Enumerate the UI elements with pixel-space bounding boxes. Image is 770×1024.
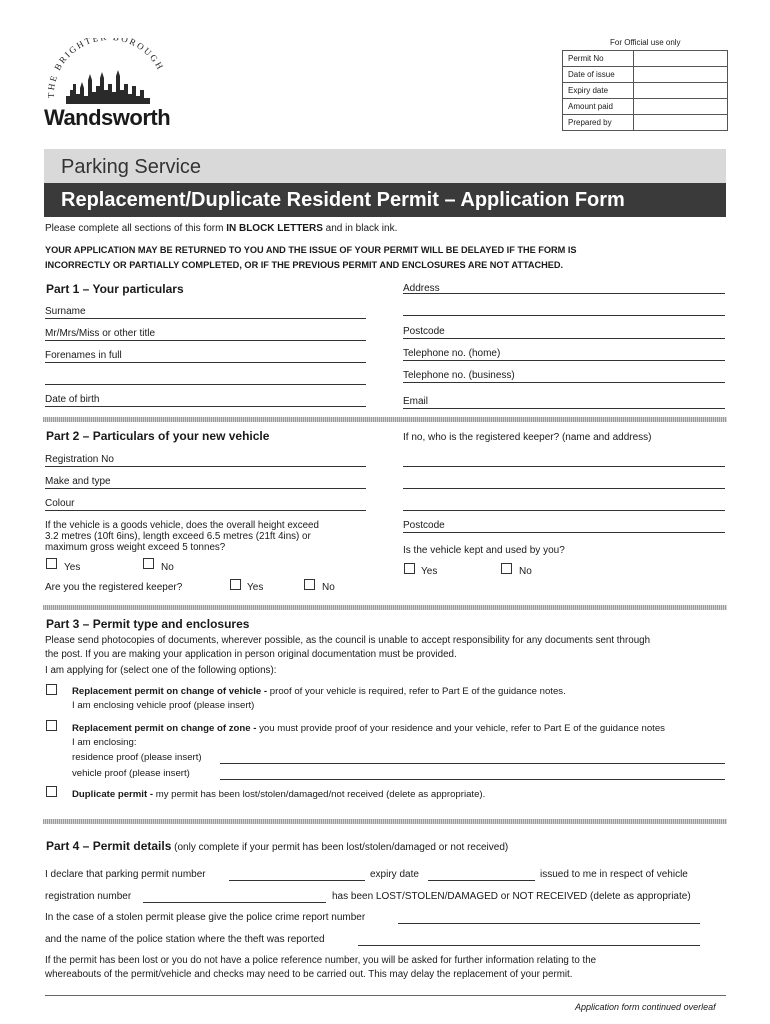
official-use-title: For Official use only: [610, 38, 681, 47]
goods-question-1: If the vehicle is a goods vehicle, does the overall height exceed: [45, 520, 319, 531]
part4-note-2: whereabouts of the permit/vehicle and checks may need to be carried out. This may delay the replacement of your permit.: [45, 969, 573, 980]
email-line[interactable]: [403, 408, 725, 409]
intro-text-a: Please complete all sections of this form: [45, 223, 227, 234]
postcode-line[interactable]: [403, 338, 725, 339]
part1-heading: Part 1 – Your particulars: [46, 282, 184, 296]
postcode-label: Postcode: [403, 326, 445, 337]
goods-yes-checkbox[interactable]: [46, 558, 57, 569]
forenames-label: Forenames in full: [45, 350, 122, 361]
official-row-value[interactable]: [634, 99, 728, 115]
official-row-label: Amount paid: [563, 99, 634, 115]
kept-used-question: Is the vehicle kept and used by you?: [403, 545, 565, 556]
address-label: Address: [403, 283, 440, 294]
issued-label: issued to me in respect of vehicle: [540, 869, 688, 880]
tel-business-line[interactable]: [403, 382, 725, 383]
forenames-line[interactable]: [45, 362, 366, 363]
keeper-yes-label: Yes: [247, 582, 264, 593]
regnum-label: registration number: [45, 891, 132, 902]
option-change-vehicle-bold: Replacement permit on change of vehicle -: [72, 686, 268, 697]
continued-overleaf: Application form continued overleaf: [575, 1002, 716, 1012]
expiry-date-line[interactable]: [428, 880, 535, 881]
option-duplicate-checkbox[interactable]: [46, 786, 57, 797]
keeper-address-line-3[interactable]: [403, 510, 725, 511]
part3-para-3: I am applying for (select one of the following options):: [45, 665, 277, 676]
goods-no-checkbox[interactable]: [143, 558, 154, 569]
official-row-label: Expiry date: [563, 83, 634, 99]
keeper-no-checkbox[interactable]: [304, 579, 315, 590]
option-duplicate-text: my permit has been lost/stolen/damaged/not received (delete as appropriate).: [153, 789, 486, 800]
warning-line-1: YOUR APPLICATION MAY BE RETURNED TO YOU AND THE ISSUE OF YOUR PERMIT WILL BE DELAYED IF THE FORM IS: [45, 245, 577, 255]
kept-no-label: No: [519, 566, 532, 577]
registration-label: Registration No: [45, 454, 114, 465]
keeper-address-line[interactable]: [403, 466, 725, 467]
declare-label: I declare that parking permit number: [45, 869, 206, 880]
option-change-zone-text: you must provide proof of your residence and your vehicle, refer to Part E of the guidance notes: [256, 723, 665, 734]
part3-heading: Part 3 – Permit type and enclosures: [46, 617, 250, 631]
official-row-label: Permit No: [563, 51, 634, 67]
part3-para-2: the post. If you are making your application in person original documentation must be provided.: [45, 649, 457, 660]
intro-text-c: and in black ink.: [322, 223, 398, 234]
logo-arc-text: THE BRIGHTE OROUGH: [45, 38, 166, 99]
official-use-table: [562, 50, 728, 131]
svg-text:THE BRIGHTER BOROUGH: [46, 38, 166, 98]
colour-label: Colour: [45, 498, 75, 509]
section-divider: [43, 417, 727, 422]
option-change-vehicle-checkbox[interactable]: [46, 684, 57, 695]
surname-label: Surname: [45, 306, 86, 317]
form-title: Replacement/Duplicate Resident Permit – Application Form: [61, 189, 625, 211]
keeper-no-label: No: [322, 582, 335, 593]
intro-instructions: [45, 223, 397, 235]
official-row-value[interactable]: [634, 115, 728, 131]
make-type-line[interactable]: [45, 488, 366, 489]
make-type-label: Make and type: [45, 476, 111, 487]
forenames-line-2[interactable]: [45, 384, 366, 385]
wandsworth-logo: [40, 38, 180, 130]
residence-proof-label: residence proof (please insert): [72, 752, 202, 763]
colour-line[interactable]: [45, 510, 366, 511]
kept-yes-checkbox[interactable]: [404, 563, 415, 574]
official-row-label: Prepared by: [563, 115, 634, 131]
goods-question-2: 3.2 metres (10ft 6ins), length exceed 6.5 metres (21ft 4ins) or: [45, 531, 311, 542]
police-station-label: and the name of the police station where the theft was reported: [45, 934, 325, 945]
tel-home-label: Telephone no. (home): [403, 348, 501, 359]
option-change-zone-label: [72, 723, 665, 735]
official-row-value[interactable]: [634, 83, 728, 99]
police-station-line[interactable]: [358, 945, 700, 946]
option-change-vehicle-label: [72, 686, 566, 698]
tel-home-line[interactable]: [403, 360, 725, 361]
option-change-zone-checkbox[interactable]: [46, 720, 57, 731]
official-row-value[interactable]: [634, 67, 728, 83]
crime-report-line[interactable]: [398, 923, 700, 924]
option-duplicate-label: [72, 789, 485, 801]
option-change-zone-enclosing: I am enclosing:: [72, 737, 137, 748]
goods-no-label: No: [161, 562, 174, 573]
kept-yes-label: Yes: [421, 566, 438, 577]
part4-note-1: If the permit has been lost or you do not have a police reference number, you will be asked for further information relating to the: [45, 955, 597, 966]
permit-number-line[interactable]: [229, 880, 365, 881]
keeper-if-no-label: If no, who is the registered keeper? (name and address): [403, 432, 652, 443]
section-divider: [43, 605, 727, 610]
keeper-address-line-2[interactable]: [403, 488, 725, 489]
keeper-yes-checkbox[interactable]: [230, 579, 241, 590]
tel-business-label: Telephone no. (business): [403, 370, 515, 381]
registration-line[interactable]: [45, 466, 366, 467]
dob-label: Date of birth: [45, 394, 100, 405]
lost-stolen-label: has been LOST/STOLEN/DAMAGED or NOT RECEIVED (delete as appropriate): [332, 891, 691, 902]
expiry-label: expiry date: [370, 869, 419, 880]
option-change-zone-bold: Replacement permit on change of zone -: [72, 723, 257, 734]
section-divider: [43, 819, 727, 824]
surname-line[interactable]: [45, 318, 366, 319]
vehicle-proof-line[interactable]: [220, 779, 725, 780]
footer-rule: [45, 995, 726, 996]
residence-proof-line[interactable]: [220, 763, 725, 764]
logo-wordmark: Wandsworth: [44, 105, 171, 130]
option-change-vehicle-enclosing: I am enclosing vehicle proof (please insert): [72, 700, 255, 711]
part3-para-1: Please send photocopies of documents, wherever possible, as the council is unable to accept responsibility for any documents sent through: [45, 635, 651, 646]
dob-line[interactable]: [45, 406, 366, 407]
address-line-2[interactable]: [403, 315, 725, 316]
title-label: Mr/Mrs/Miss or other title: [45, 328, 156, 339]
kept-no-checkbox[interactable]: [501, 563, 512, 574]
option-change-vehicle-text: proof of your vehicle is required, refer to Part E of the guidance notes.: [267, 686, 566, 697]
official-row-label: Date of issue: [563, 67, 634, 83]
part4-heading: [46, 840, 508, 854]
part2-heading: Part 2 – Particulars of your new vehicle: [46, 429, 270, 443]
keeper-postcode-line[interactable]: [403, 532, 725, 533]
keeper-question: Are you the registered keeper?: [45, 582, 183, 593]
goods-question-3: maximum gross weight exceed 5 tonnes?: [45, 542, 226, 553]
vehicle-proof-label: vehicle proof (please insert): [72, 768, 190, 779]
service-name: Parking Service: [61, 156, 202, 178]
intro-text-bold: IN BLOCK LETTERS: [226, 223, 323, 234]
warning-line-2: INCORRECTLY OR PARTIALLY COMPLETED, OR IF THE PREVIOUS PERMIT AND ENCLOSURES ARE NOT ATTACHED.: [45, 260, 564, 270]
email-label: Email: [403, 396, 429, 407]
official-row-value[interactable]: [634, 51, 728, 67]
option-duplicate-bold: Duplicate permit -: [72, 789, 154, 800]
regnum-line[interactable]: [143, 902, 326, 903]
part4-subtitle: (only complete if your permit has been lost/stolen/damaged or not received): [171, 842, 509, 853]
goods-yes-label: Yes: [64, 562, 81, 573]
address-line[interactable]: [403, 293, 725, 294]
crime-report-label: In the case of a stolen permit please give the police crime report number: [45, 912, 366, 923]
title-line[interactable]: [45, 340, 366, 341]
part4-title: Part 4 – Permit details: [46, 839, 172, 853]
keeper-postcode-label: Postcode: [403, 520, 445, 531]
